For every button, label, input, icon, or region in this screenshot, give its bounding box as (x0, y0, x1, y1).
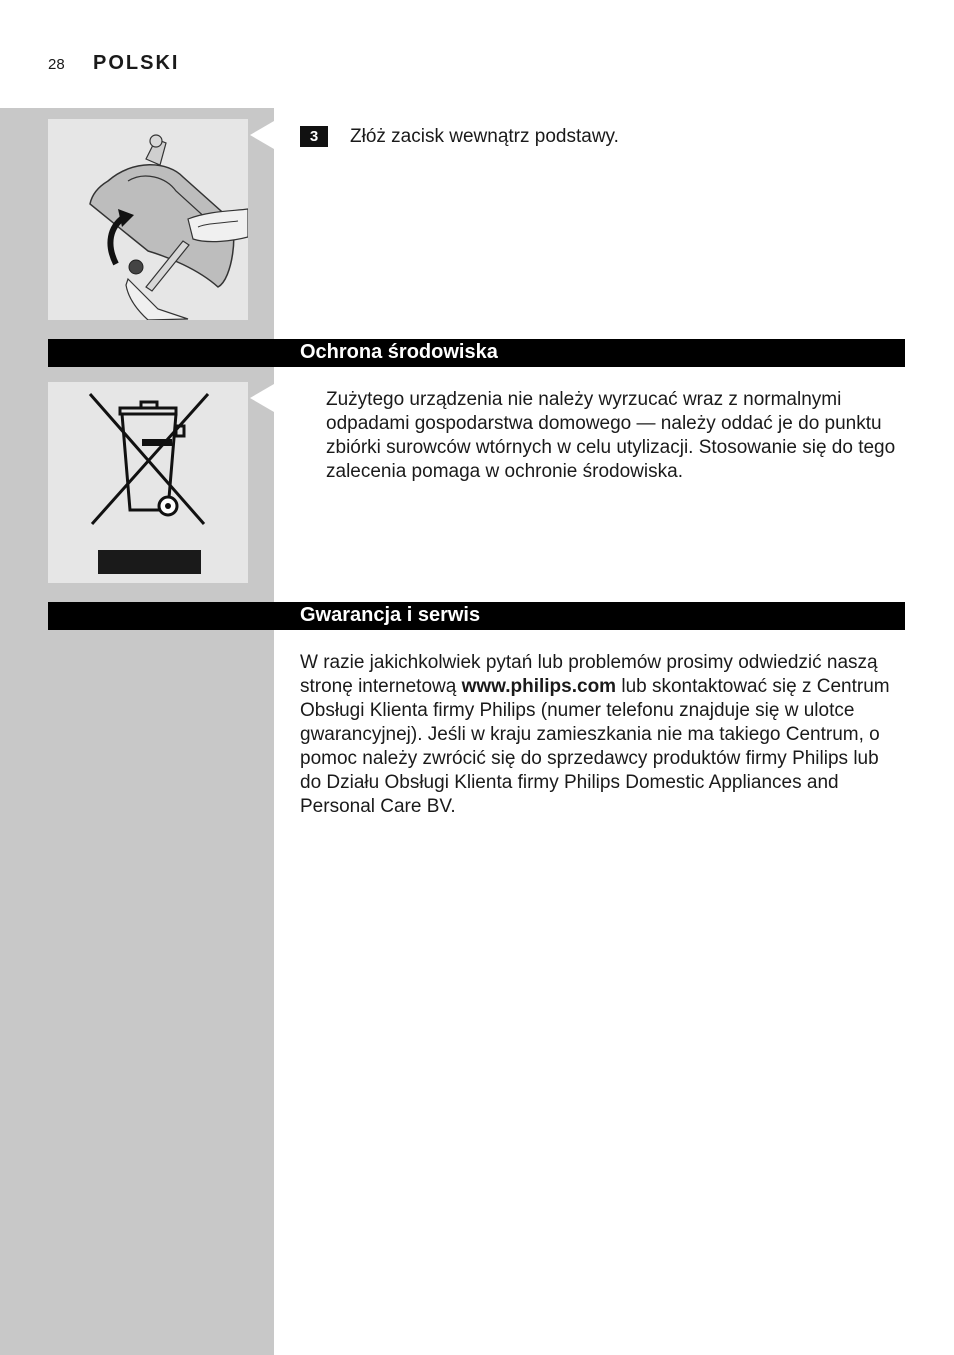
image-pointer (250, 384, 274, 412)
warranty-text-part1: W razie jakichkolwiek pytań lub problemów prosimy odwiedzić naszą stronę internetową (300, 652, 878, 697)
step-text: Złóż zacisk wewnątrz podstawy. (350, 126, 619, 147)
website-link[interactable]: www.philips.com (461, 676, 617, 697)
warranty-text-part2: lub skontaktować się z Centrum Obsługi Klienta firmy Philips (numer telefonu znajduje się w ulotce gwarancyjnej). Jeśli w kraju zamieszkania nie ma takiego Centrum, o pomoc należy zwrócić się do sprzedawcy produktów firmy Philips lub do Działu Obsługi Klienta firmy Philips Domestic Appliances and Personal Care BV. (300, 676, 890, 817)
step-number-badge: 3 (300, 126, 328, 147)
clamp-illustration-box (48, 119, 248, 320)
section-bar-environment (48, 339, 905, 367)
environment-text: Zużytego urządzenia nie należy wyrzucać wraz z normalnymi odpadami gospodarstwa domowego — należy oddać je do punktu zbiórki surowców wtórnych w celu utylizacji. Stosowanie się do tego zalecenia pomaga w ochronie środowiska. (326, 389, 896, 482)
weee-bar (98, 550, 201, 574)
page-language-header: POLSKI (93, 52, 180, 74)
page-number: 28 (48, 56, 65, 73)
clamp-illustration (48, 119, 248, 320)
section-bar-warranty (48, 602, 905, 630)
warranty-text (300, 651, 905, 819)
image-pointer (250, 121, 274, 149)
section-title: Ochrona środowiska (300, 341, 498, 363)
bin-illustration-box (48, 382, 248, 583)
section-title: Gwarancja i serwis (300, 604, 481, 626)
